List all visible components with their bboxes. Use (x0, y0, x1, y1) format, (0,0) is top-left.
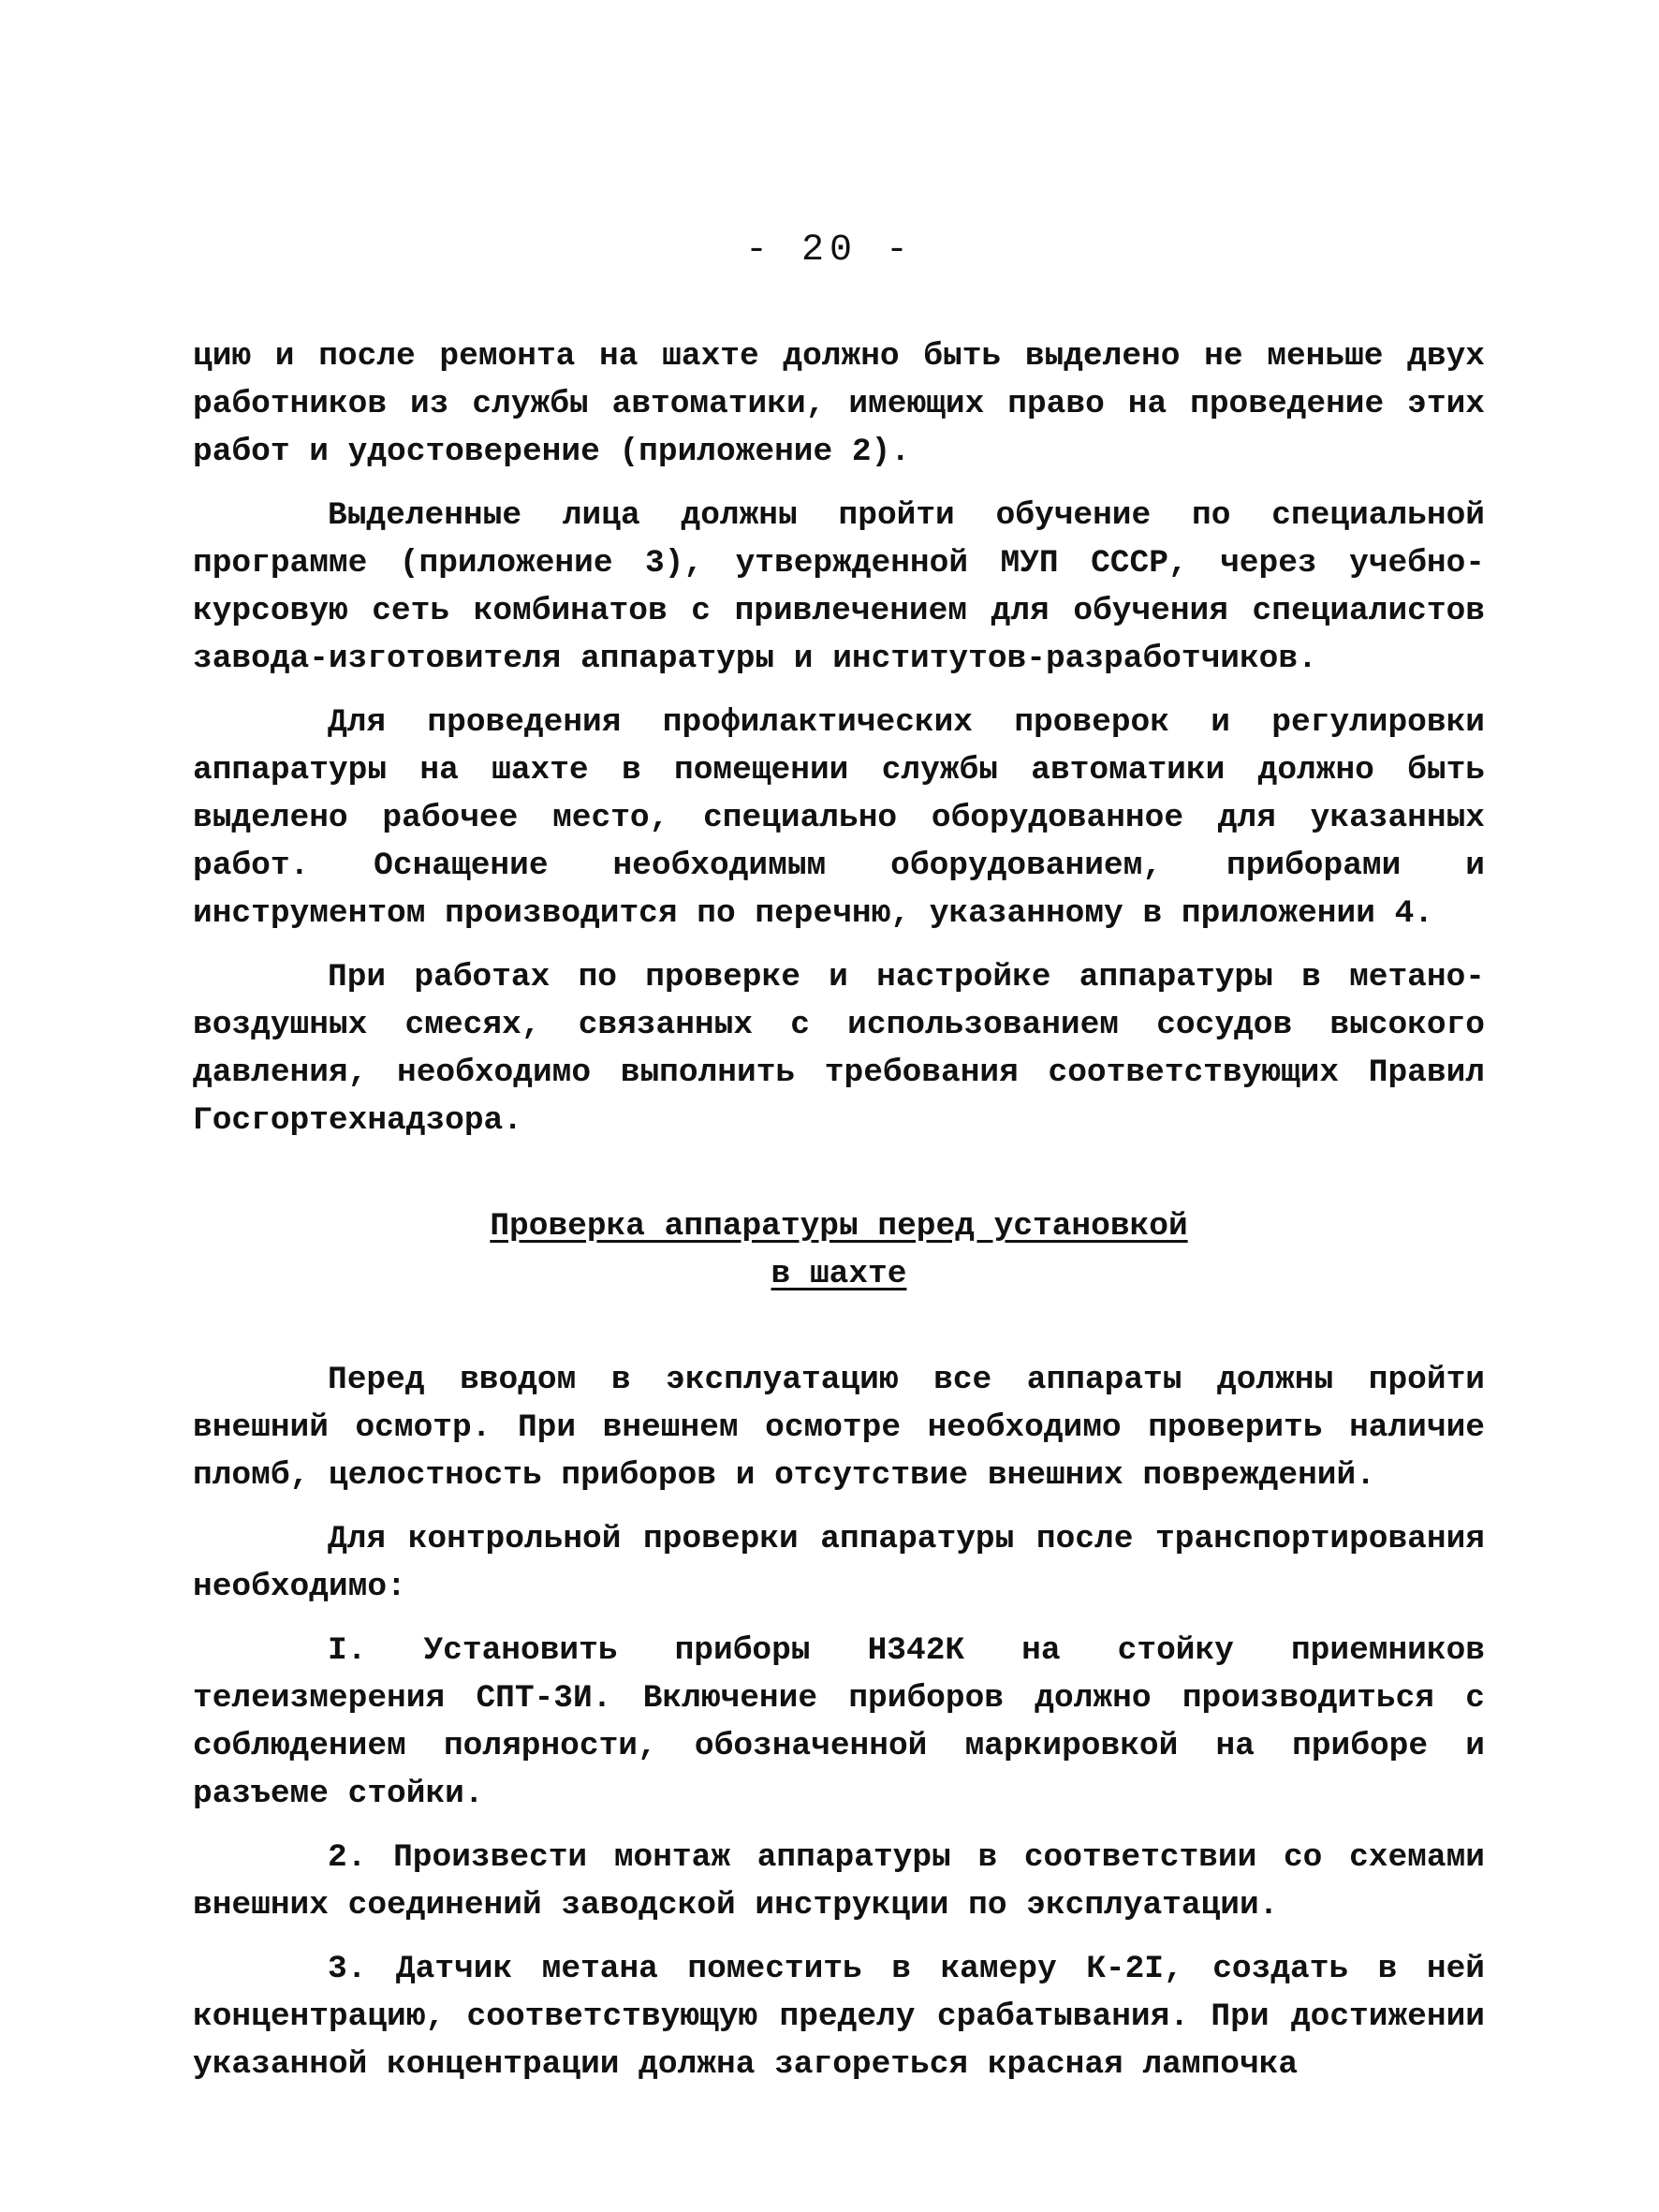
paragraph: Для проведения профилактических проверок и регулировки аппаратуры на шахте в помещении службы автоматики должно быть выделено рабочее место, специально оборудованное для указанных работ. Оснащение необходимым оборудованием, приборами и инструментом производится по перечню, указанному в приложении 4. (193, 704, 1485, 932)
list-item: 3. Датчик метана поместить в камеру К-2I, создать в ней концентрацию, соответствующую пределу срабатывания. При достижении указанной концентрации должна загореться красная лампочка (193, 1951, 1485, 2083)
paragraph: Выделенные лица должны пройти обучение по специальной программе (приложение 3), утвержденной МУП СССР, через учебно-курсовую сеть комбинатов с привлечением для обучения специалистов завода-изготовителя аппаратуры и институтов-разработчиков. (193, 497, 1485, 677)
paragraph: Перед вводом в эксплуатацию все аппараты должны пройти внешний осмотр. При внешнем осмотре необходимо проверить наличие пломб, целостность приборов и отсутствие внешних повреждений. (193, 1362, 1485, 1494)
section-heading-line-2: в шахте (771, 1256, 907, 1292)
list-item: 2. Произвести монтаж аппаратуры в соответствии со схемами внешних соединений заводской инструкции по эксплуатации. (193, 1839, 1485, 1924)
paragraph: При работах по проверке и настройке аппаратуры в метано-воздушных смесях, связанных с использованием сосудов высокого давления, необходимо выполнить требования соответствующих Правил Госгортехнадзора. (193, 959, 1485, 1139)
section-heading-line-1: Проверка аппаратуры перед установкой (490, 1208, 1188, 1245)
list-item: I. Установить приборы Н342К на стойку приемников телеизмерения СПТ-3И. Включение приборов должно производиться с соблюдением полярности, обозначенной маркировкой на приборе и разъеме стойки. (193, 1632, 1485, 1812)
document-body (193, 332, 1485, 2104)
paragraph-continuation: цию и после ремонта на шахте должно быть выделено не меньше двух работников из службы автоматики, имеющих право на проведение этих работ и удостоверение (приложение 2). (193, 338, 1485, 470)
paragraph: Для контрольной проверки аппаратуры после транспортирования необходимо: (193, 1521, 1485, 1605)
section-heading (193, 1202, 1485, 1298)
page-number: - 20 - (744, 229, 915, 272)
